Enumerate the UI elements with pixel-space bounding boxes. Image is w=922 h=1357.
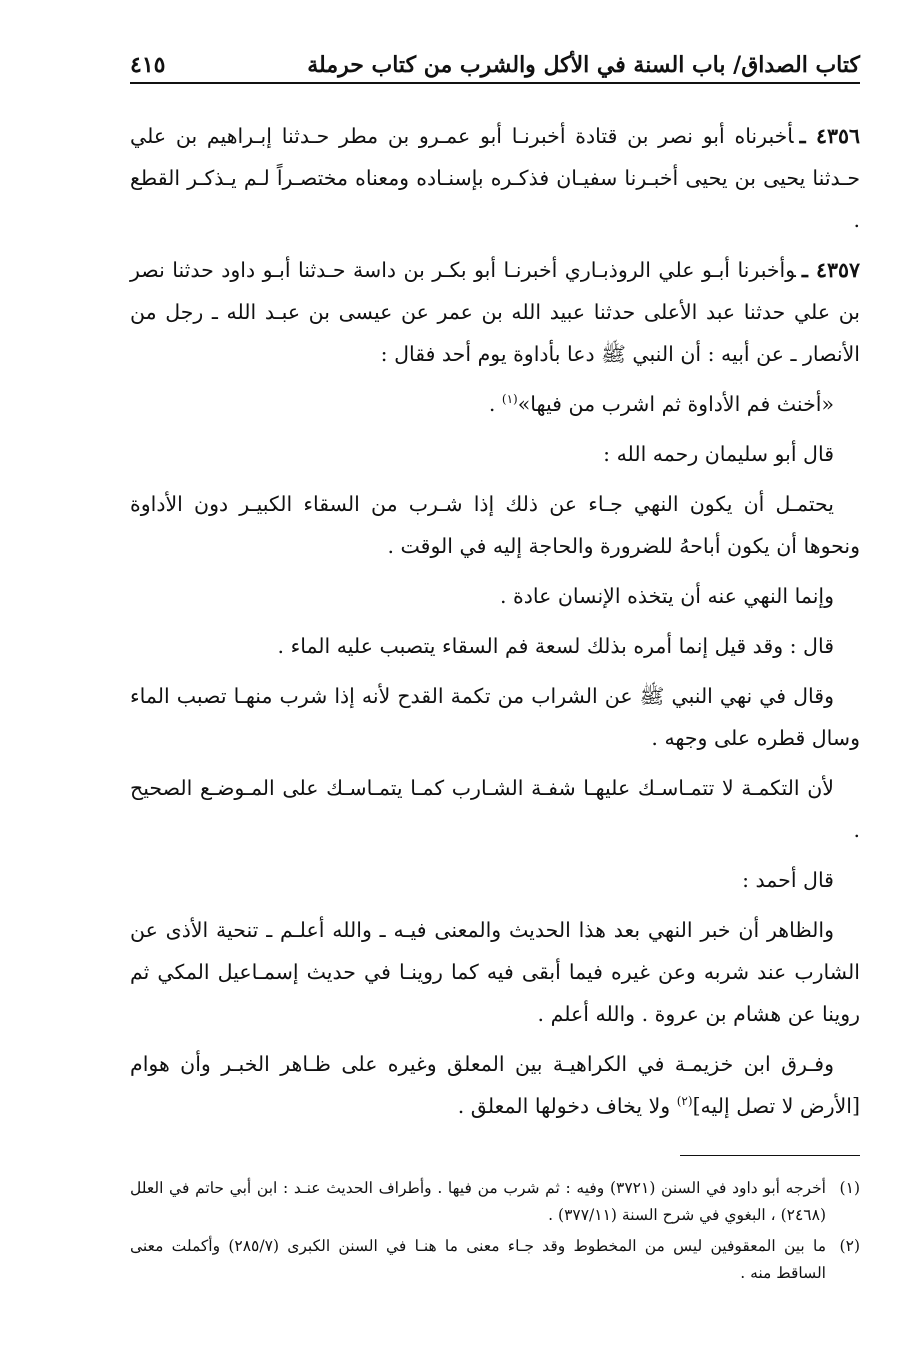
text-paragraph — [130, 575, 860, 617]
text-paragraph — [130, 859, 860, 901]
paragraph-text: قال أبو سليمان رحمه الله : — [603, 442, 834, 466]
footnote-ref[interactable]: (٢) — [676, 1094, 693, 1109]
paragraph-text: وإنما النهي عنه أن يتخذه الإنسان عادة . — [499, 584, 834, 608]
footnote-number: (١) — [839, 1179, 860, 1197]
footnote — [130, 1175, 860, 1229]
footnote-text: ما بين المعقوفين ليس من المخطوط وقد جـاء معنى ما هنـا في السنن الكبرى (٢٨٥/٧) وأكملت معنى الساقط منه . — [130, 1237, 827, 1282]
text-paragraph — [130, 675, 860, 759]
paragraph-tail: . — [488, 392, 502, 416]
chapter-title: كتاب الصداق/ باب السنة في الأكل والشرب من كتاب حرملة — [307, 52, 860, 78]
footnote — [130, 1233, 860, 1287]
main-text — [130, 115, 860, 1135]
paragraph-text: وقال في نهي النبي ﷺ عن الشراب من تكمة القدح لأنه إذا شرب منهـا تصبب الماء وسال قطره على وجهه . — [130, 684, 860, 750]
footnote-ref[interactable]: (١) — [501, 392, 518, 407]
hadith-paragraph — [130, 249, 860, 375]
paragraph-text: أخبرناه أبو نصر بن قتادة أخبرنـا أبو عمـرو بن مطر حـدثنا إبـراهيم بن علي حـدثنا يحيى بن يحيى أخبـرنا سفيـان فذكـره بإسنـاده ومعناه مختصـراً لـم يـذكـر القطع . — [130, 124, 860, 232]
text-paragraph — [130, 909, 860, 1035]
footnote-number: (٢) — [839, 1237, 860, 1255]
paragraph-tail: ولا يخاف دخولها المعلق . — [457, 1094, 677, 1118]
page-number: ٤١٥ — [130, 52, 166, 78]
footnotes — [130, 1175, 860, 1291]
text-paragraph — [130, 1043, 860, 1127]
text-paragraph — [130, 483, 860, 567]
paragraph-text: لأن التكمـة لا تتمـاسـك عليهـا شفـة الشـارب كمـا يتمـاسـك على المـوضـع الصحيح . — [130, 776, 860, 842]
paragraph-text: قال أحمد : — [742, 868, 834, 892]
hadith-number: ٤٣٥٧ ـ — [801, 258, 860, 282]
paragraph-text: قال : وقد قيل إنما أمره بذلك لسعة فم السقاء يتصبب عليه الماء . — [277, 634, 834, 658]
footnote-separator — [680, 1155, 860, 1156]
paragraph-text: «أخنث فم الأداوة ثم اشرب من فيها» — [517, 392, 834, 416]
footnote-text: أخرجه أبو داود في السنن (٣٧٢١) وفيه : ثم شرب من فيها . وأطراف الحديث عنـد : ابن أبي حاتم في العلل (٢٤٦٨) ، البغوي في شرح السنة (٣٧٧/١١) . — [130, 1179, 826, 1224]
quote-paragraph — [130, 383, 860, 425]
hadith-paragraph — [130, 115, 860, 241]
paragraph-text: والظاهر أن خبر النهي بعد هذا الحديث والمعنى فيـه ـ والله أعلـم ـ تنحية الأذى عن الشارب عند شربه وعن غيره فيما أبقى فيه كما روينـا في حديث إسمـاعيل المكي ثم روينا عن هشام بن عروة . والله أعلم . — [130, 918, 860, 1026]
text-paragraph — [130, 625, 860, 667]
text-paragraph — [130, 433, 860, 475]
paragraph-text: يحتمـل أن يكون النهي جـاء عن ذلك إذا شـرب من السقاء الكبيـر دون الأداوة ونحوها أن يكون أباحهُ للضرورة والحاجة إليه في الوقت . — [130, 492, 860, 558]
running-header — [130, 40, 860, 84]
hadith-number: ٤٣٥٦ ـ — [799, 124, 860, 148]
text-paragraph — [130, 767, 860, 851]
paragraph-text: وأخبرنا أبـو علي الروذبـاري أخبرنـا أبو بكـر بن داسة حـدثنا أبـو داود حدثنا نصر بن علي حدثنا عبد الأعلى حدثنا عبيد الله بن عمر عن عيسى بن عبـد الله ـ رجل من الأنصار ـ عن أبيه : أن النبي ﷺ دعا بأداوة يوم أحد فقال : — [130, 258, 860, 366]
paragraph-text: وفـرق ابن خزيمـة في الكراهيـة بين المعلق وغيره على ظـاهر الخبـر وأن هوام [الأرض لا تصل إليه] — [130, 1052, 860, 1118]
